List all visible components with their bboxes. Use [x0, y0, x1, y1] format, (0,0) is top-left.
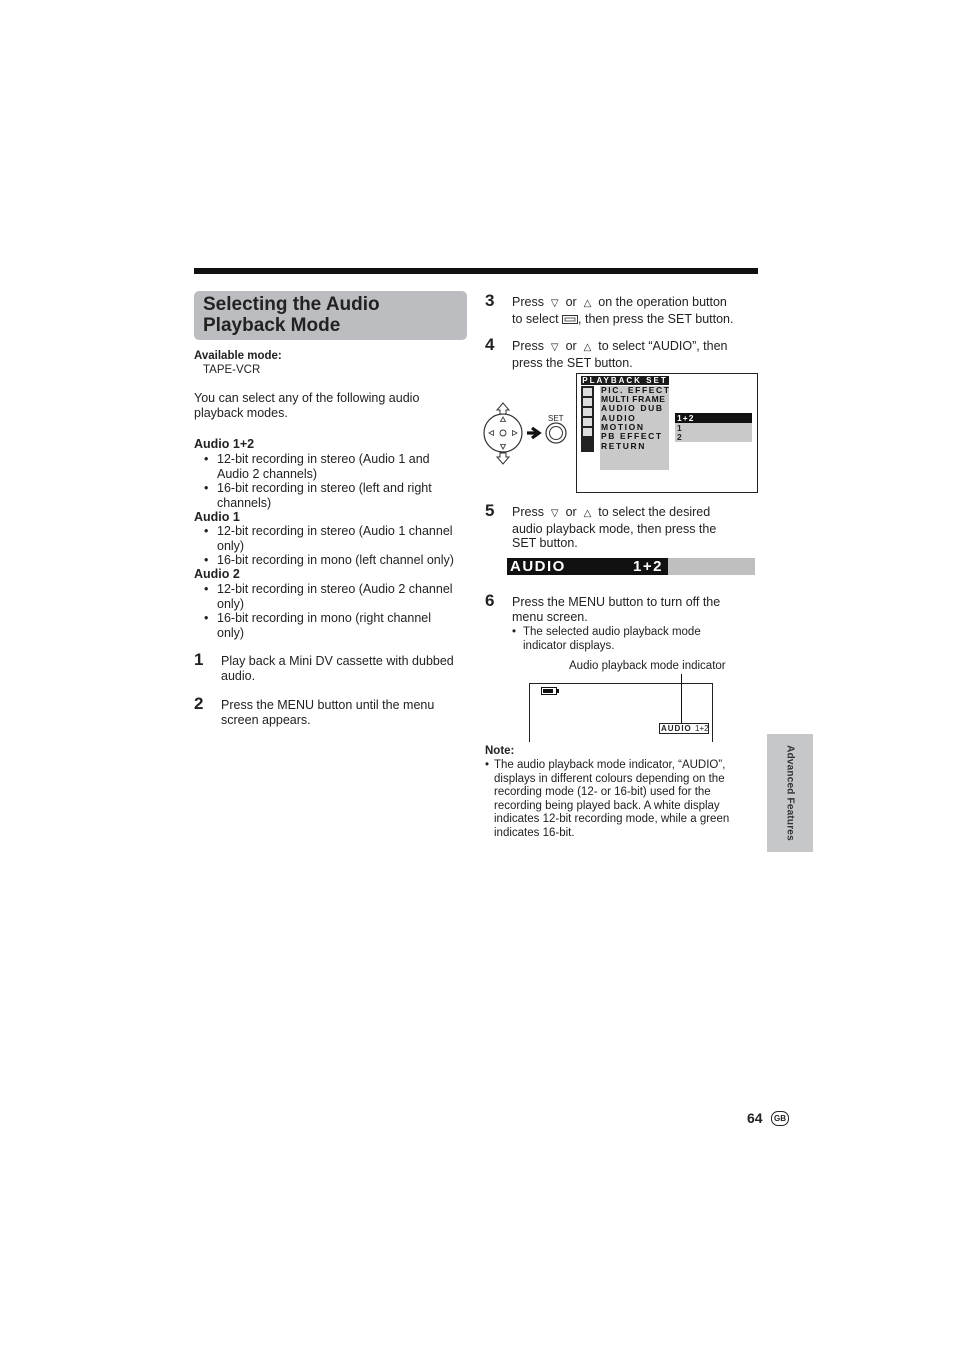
step-number: 3 [485, 291, 495, 310]
audio-bar-label-bg [507, 558, 633, 575]
available-mode-value: TAPE-VCR [203, 364, 261, 376]
step-text: Press ▽ or △ to select “AUDIO”, then press the SET button. [512, 339, 728, 370]
available-mode-label: Available mode: [194, 350, 282, 362]
audio-bar-value-highlight [628, 558, 668, 575]
up-arrow-icon: △ [583, 342, 592, 353]
gb-region-icon: GB [771, 1111, 789, 1126]
step-number: 4 [485, 335, 495, 354]
set-label: SET [548, 414, 564, 423]
arrow-right-icon [527, 428, 539, 438]
section-title-box [194, 291, 467, 340]
note-title: Note: [485, 745, 515, 757]
menu-item-selected[interactable]: AUDIO [601, 413, 637, 423]
indicator-badge [659, 723, 709, 734]
step-text: Play back a Mini DV cassette with dubbed audio. [221, 654, 454, 683]
down-arrow-icon: ▽ [550, 508, 559, 519]
step-number: 6 [485, 591, 495, 610]
menu-sub-option[interactable]: 2 [677, 432, 682, 442]
down-arrow-icon: ▽ [550, 342, 559, 353]
indicator-caption: Audio playback mode indicator [569, 660, 726, 672]
indicator-value: 1+2 [695, 724, 709, 733]
menu-sub-option[interactable]: 1+2 [677, 413, 695, 423]
up-arrow-icon [497, 403, 509, 414]
tape-icon [562, 315, 578, 324]
list-item: • The selected audio playback mode indicator displays. [512, 626, 701, 652]
menu-item[interactable]: PB EFFECT [601, 431, 663, 441]
menu-item[interactable]: MULTI FRAME [601, 394, 666, 404]
set-button-inner [550, 427, 563, 440]
step-text: Press ▽ or △ on the operation button to select , then press the SET button. [512, 295, 734, 326]
menu-item[interactable]: RETURN [601, 441, 647, 451]
up-arrow-icon: △ [583, 298, 592, 309]
battery-icon [541, 687, 557, 695]
side-tab-label: Advanced Features [784, 745, 796, 841]
mode-heading: Audio 1+2 [194, 437, 255, 451]
down-arrow-icon: ▽ [550, 298, 559, 309]
audio-bar-value: 1+2 [633, 558, 663, 575]
section-title: Selecting the Audio Playback Mode [203, 294, 380, 336]
camera-icon [583, 408, 592, 416]
menu-item[interactable]: MOTION [601, 422, 645, 432]
top-rule [194, 268, 758, 274]
indicator-label: AUDIO [661, 724, 692, 733]
tape-icon [583, 388, 592, 396]
side-tab [767, 734, 813, 852]
step-text: Press the MENU button to turn off the menu screen. [512, 595, 721, 624]
menu-item[interactable]: PIC. EFFECT [601, 385, 671, 395]
page-number: 64 [747, 1110, 763, 1126]
down-arrow-icon [497, 453, 509, 464]
step-number: 1 [194, 650, 204, 669]
step-text: Press the MENU button until the menu screen appears. [221, 698, 435, 727]
menu-item[interactable]: AUDIO DUB [601, 403, 664, 413]
menu-sub-option[interactable]: 1 [677, 423, 682, 433]
step-number: 2 [194, 694, 204, 713]
step-text: Press ▽ or △ to select the desired audio playback mode, then press the SET button. [512, 505, 717, 550]
menu-header: PLAYBACK SET [582, 376, 668, 385]
operation-button-illustration [482, 401, 572, 467]
mode-heading: Audio 2 [194, 567, 240, 581]
mode-heading: Audio 1 [194, 510, 240, 524]
settings-icon [583, 418, 592, 426]
audio-bar-label: AUDIO [510, 558, 566, 575]
tc-icon [583, 398, 592, 406]
menu-icon-column [581, 386, 594, 452]
up-arrow-icon: △ [583, 508, 592, 519]
indicator-leader-line [681, 674, 682, 724]
return-icon [583, 428, 592, 436]
intro-text: You can select any of the following audio playback modes. [194, 391, 420, 420]
step-number: 5 [485, 501, 495, 520]
